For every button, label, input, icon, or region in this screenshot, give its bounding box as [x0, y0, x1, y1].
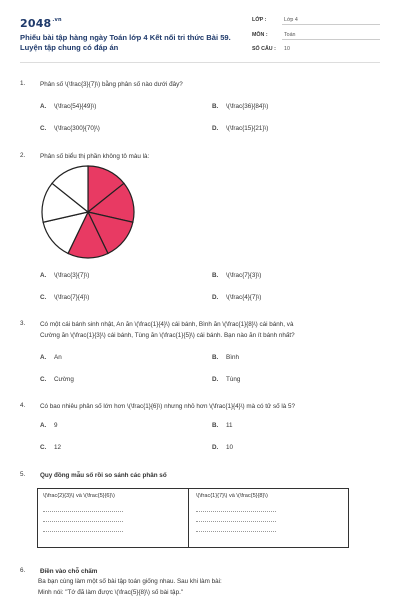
question-number: 4. — [20, 402, 26, 409]
q3-option-c[interactable]: C. Cường — [40, 376, 74, 383]
answer-blank[interactable] — [43, 511, 123, 512]
question-6-line2: Minh nói: "Tớ đã làm được \(\frac{5}{8}\) số bài tập." — [38, 589, 184, 596]
meta-subject-value: Toán — [284, 32, 296, 38]
worksheet-title-line2: Luyện tập chung có đáp án — [20, 43, 119, 52]
header-divider — [20, 62, 380, 63]
meta-divider — [282, 24, 380, 25]
q1-option-d[interactable]: D. \(\frac{15}{21}\) — [212, 125, 269, 132]
table-cell-right: \(\frac{1}{7}\) và \(\frac{5}{8}\) — [196, 493, 268, 499]
q4-option-d[interactable]: D. 10 — [212, 444, 234, 451]
answer-blank[interactable] — [196, 521, 276, 522]
answer-blank[interactable] — [43, 521, 123, 522]
answer-blank[interactable] — [43, 531, 123, 532]
worksheet-title-line1: Phiếu bài tập hàng ngày Toán lớp 4 Kết nối tri thức Bài 59. — [20, 33, 231, 42]
q4-option-a[interactable]: A. 9 — [40, 422, 58, 429]
answer-blank[interactable] — [196, 531, 276, 532]
q3-option-b[interactable]: B. Bình — [212, 354, 239, 361]
q1-option-c[interactable]: C. \(\frac{300}{70}\) — [40, 125, 100, 132]
answer-blank[interactable] — [196, 511, 276, 512]
q1-option-a[interactable]: A. \(\frac{54}{49}\) — [40, 103, 97, 110]
site-logo[interactable]: $2048^{.vn}$ — [20, 17, 62, 30]
q2-option-a[interactable]: A. \(\frac{3}{7}\) — [40, 272, 90, 279]
question-number: 2. — [20, 152, 26, 159]
question-text: Phân số \(\frac{3}{7}\) bằng phân số nào dưới đây? — [40, 81, 183, 88]
meta-count-label: SỐ CÂU : — [252, 46, 276, 52]
question-text: Có bao nhiêu phân số lớn hơn \(\frac{1}{6}\) nhưng nhỏ hơn \(\frac{1}{4}\) mà có tử số là 5? — [40, 403, 296, 410]
question-number: 5. — [20, 471, 26, 478]
question-text-line1: Có một cái bánh sinh nhật, An ăn \(\frac{1}{4}\) cái bánh, Bình ăn \(\frac{1}{8}\) cái bánh, và — [40, 321, 294, 328]
question-text: Điền vào chỗ chấm — [40, 568, 98, 575]
meta-grade-value: Lớp 4 — [284, 17, 298, 23]
meta-subject-label: MÔN : — [252, 32, 268, 38]
question-number: 3. — [20, 320, 26, 327]
question-6-line1: Ba bạn cùng làm một số bài tập toán giống nhau. Sau khi làm bài: — [38, 578, 222, 585]
q4-option-b[interactable]: B. 11 — [212, 422, 233, 429]
q1-option-b[interactable]: B. \(\frac{36}{84}\) — [212, 103, 269, 110]
q2-option-c[interactable]: C. \(\frac{7}{4}\) — [40, 294, 90, 301]
q3-option-a[interactable]: A. An — [40, 354, 62, 361]
q2-option-d[interactable]: D. \(\frac{4}{7}\) — [212, 294, 262, 301]
meta-count-value: 10 — [284, 46, 290, 52]
comparison-table — [37, 488, 349, 548]
q3-option-d[interactable]: D. Tùng — [212, 376, 241, 383]
question-number: 6. — [20, 567, 26, 574]
question-text: Quy đồng mẫu số rồi so sánh các phân số — [40, 472, 167, 479]
question-text-line2: Cường ăn \(\frac{1}{3}\) cái bánh, Tùng ăn \(\frac{1}{5}\) cái bánh. Bạn nào ăn ít bánh nhất? — [40, 332, 295, 339]
fraction-pie-diagram — [40, 164, 136, 260]
question-text: Phân số biểu thị phần không tô màu là: — [40, 153, 150, 160]
table-cell-left: \(\frac{2}{3}\) và \(\frac{5}{6}\) — [43, 493, 115, 499]
q2-option-b[interactable]: B. \(\frac{7}{3}\) — [212, 272, 262, 279]
meta-grade-label: LỚP : — [252, 17, 267, 23]
q4-option-c[interactable]: C. 12 — [40, 444, 62, 451]
question-number: 1. — [20, 80, 26, 87]
table-divider — [188, 489, 189, 547]
meta-divider — [282, 39, 380, 40]
